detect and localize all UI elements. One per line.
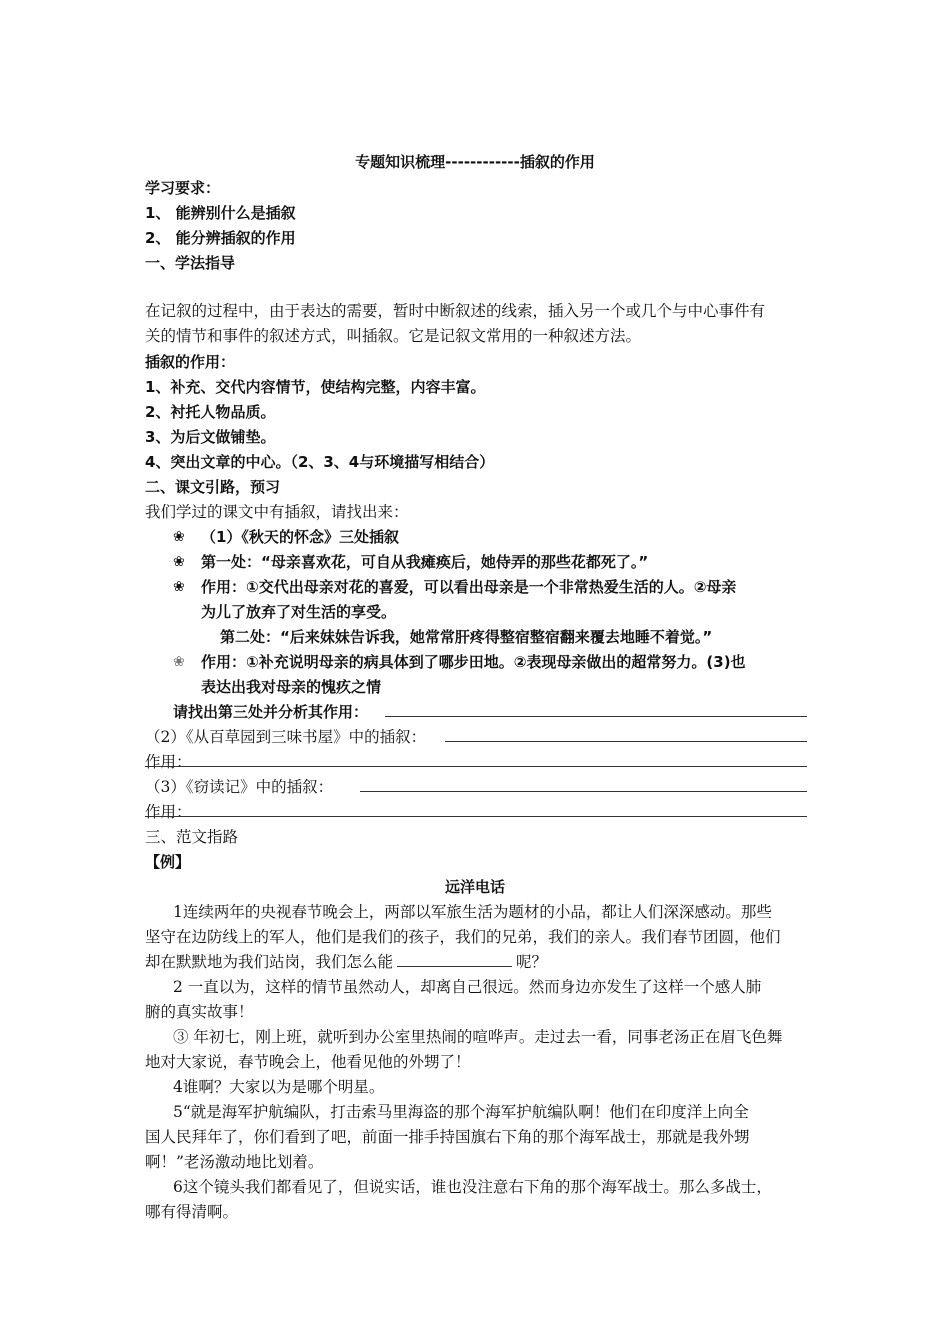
answer-blank-line[interactable]: [145, 816, 807, 817]
essay-line: 4谁啊？大家以为是哪个明星。: [173, 1078, 385, 1096]
lessons-intro: 我们学过的课文中有插叙，请找出来：: [145, 503, 409, 521]
essay-line-text: 呢？: [516, 953, 548, 971]
lesson-bullet-text: 作用：①补充说明母亲的病具体到了哪步田地。②表现母亲做出的超常努力。(3)也: [201, 653, 746, 671]
essay-line: 哪有得清啊。: [145, 1203, 239, 1221]
essay-line: 腑的真实故事！: [145, 1003, 254, 1021]
effect-item: 4、突出文章的中心。（2、3、4与环境描写相结合）: [145, 453, 495, 471]
fill-in-blank[interactable]: [397, 952, 512, 967]
definition-line: 在记叙的过程中，由于表达的需要，暂时中断叙述的线索，插入另一个或几个与中心事件有: [145, 302, 766, 320]
requirement-item: 2、 能分辨插叙的作用: [145, 229, 296, 247]
answer-blank-line[interactable]: [145, 766, 807, 767]
effect-item: 1、补充、交代内容情节，使结构完整，内容丰富。: [145, 378, 486, 396]
essay-line: 坚守在边防线上的军人，他们是我们的孩子，我们的兄弟，我们的亲人。我们春节团圆，他们: [145, 928, 781, 946]
essay-line: 国人民拜年了，你们看到了吧，前面一排手持国旗右下角的那个海军战士，那就是我外甥: [145, 1128, 750, 1146]
flower-bullet-icon: ❀: [173, 554, 185, 570]
essay-line: 1连续两年的央视春节晚会上，两部以军旅生活为题材的小品，都让人们深深感动。那些: [173, 903, 772, 921]
question-prompt: （3）《窃读记》中的插叙：: [145, 778, 334, 796]
lesson-bullet-text: 表达出我对母亲的愧疚之情: [201, 678, 382, 696]
definition-line: 关的情节和事件的叙述方式，叫插叙。它是记叙文常用的一种叙述方法。: [145, 327, 642, 345]
lesson-bullet-text: 第一处：“母亲喜欢花，可自从我瘫痪后，她侍弄的那些花都死了。”: [201, 553, 649, 571]
essay-title: 远洋电话: [444, 878, 505, 896]
essay-line: ③ 年初七，刚上班，就听到办公室里热闹的喧哗声。走过去一看，同事老汤正在眉飞色舞: [173, 1028, 783, 1046]
essay-line-text: 却在默默地为我们站岗，我们怎么能: [145, 953, 394, 971]
lesson-bullet-text: 作用：①交代出母亲对花的喜爱，可以看出母亲是一个非常热爱生活的人。②母亲: [201, 578, 737, 596]
flower-bullet-icon: ❀: [173, 579, 185, 595]
flower-bullet-icon: ❀: [173, 529, 185, 545]
effect-prompt: 作用：: [145, 803, 192, 821]
effect-item: 3、为后文做铺垫。: [145, 428, 276, 446]
third-instance-prompt: 请找出第三处并分析其作用：: [173, 703, 369, 721]
section-heading-method: 一、学法指导: [145, 254, 236, 272]
essay-line: 2 一直以为，这样的情节虽然动人，却离自己很远。然而身边亦发生了这样一个感人肺: [173, 978, 762, 996]
page-title: 专题知识梳理------------插叙的作用: [355, 153, 595, 171]
essay-line: 啊！”老汤激动地比划着。: [145, 1153, 324, 1171]
requirement-item: 1、 能辨别什么是插叙: [145, 204, 296, 222]
answer-blank-line[interactable]: [445, 741, 807, 742]
answer-blank-line[interactable]: [385, 716, 807, 717]
section-heading-lessons: 二、课文引路，预习: [145, 478, 281, 496]
question-prompt: （2）《从百草园到三味书屋》中的插叙：: [145, 728, 427, 746]
essay-line-with-blank: [145, 952, 547, 972]
second-instance: 第二处：“后来妹妹告诉我，她常常肝疼得整宿整宿翻来覆去地睡不着觉。”: [220, 628, 713, 646]
lesson-bullet-text: 为儿了放弃了对生活的享受。: [201, 603, 397, 621]
essay-line: 5“就是海军护航编队，打击索马里海盗的那个海军护航编队啊！他们在印度洋上向全: [173, 1103, 749, 1121]
flower-bullet-icon: ❀: [173, 654, 185, 670]
requirements-heading: 学习要求：: [145, 179, 221, 197]
example-label: 【例】: [145, 853, 191, 871]
lesson-bullet-text: （1）《秋天的怀念》三处插叙: [201, 528, 399, 546]
effect-item: 2、衬托人物品质。: [145, 403, 276, 421]
essay-line: 地对大家说，春节晚会上，他看见他的外甥了！: [145, 1053, 471, 1071]
section-heading-example: 三、范文指路: [145, 828, 239, 846]
effect-prompt: 作用：: [145, 753, 192, 771]
answer-blank-line[interactable]: [360, 791, 807, 792]
effects-heading: 插叙的作用：: [145, 353, 236, 371]
essay-line: 6这个镜头我们都看见了，但说实话，谁也没注意右下角的那个海军战士。那么多战士，: [173, 1178, 772, 1196]
